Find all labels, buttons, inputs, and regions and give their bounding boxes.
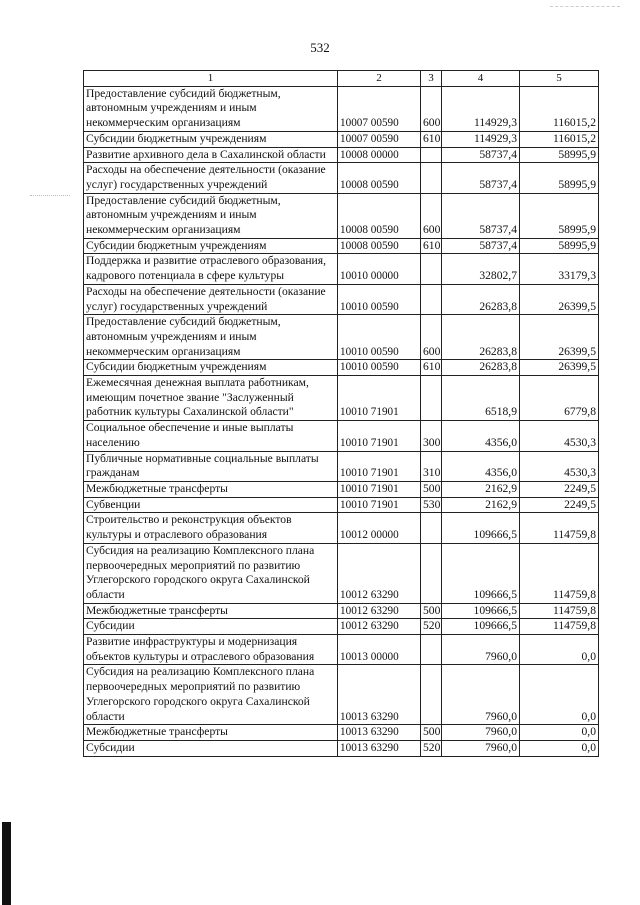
row-code-cell: 10008 00000 bbox=[338, 147, 421, 163]
row-expense-type-cell: 500 bbox=[421, 725, 442, 741]
table-row bbox=[84, 421, 599, 451]
row-code-cell: 10012 00000 bbox=[338, 513, 421, 543]
row-value-cell-5: 114759,8 bbox=[520, 513, 599, 543]
row-value-cell-5: 2249,5 bbox=[520, 497, 599, 513]
row-value-cell-5: 114759,8 bbox=[520, 619, 599, 635]
row-value-cell-4: 7960,0 bbox=[442, 635, 520, 665]
row-name-cell: Развитие инфраструктуры и модернизация объектов культуры и отраслевого образования bbox=[84, 635, 338, 665]
table-row bbox=[84, 315, 599, 360]
column-header: 4 bbox=[442, 71, 520, 87]
row-name-cell: Предоставление субсидий бюджетным, автономным учреждениям и иным некоммерческим организациям bbox=[84, 193, 338, 238]
table-row bbox=[84, 513, 599, 543]
row-expense-type-cell bbox=[421, 665, 442, 725]
row-name-cell: Субсидия на реализацию Комплексного плана первоочередных мероприятий по развитию Углегорского городского округа Сахалинской области bbox=[84, 665, 338, 725]
row-code-cell: 10010 71901 bbox=[338, 497, 421, 513]
scan-artifact-dots bbox=[30, 195, 70, 198]
row-name-cell: Поддержка и развитие отраслевого образования, кадрового потенциала в сфере культуры bbox=[84, 254, 338, 284]
row-expense-type-cell: 610 bbox=[421, 238, 442, 254]
row-expense-type-cell: 530 bbox=[421, 497, 442, 513]
row-code-cell: 10012 63290 bbox=[338, 543, 421, 603]
header-row bbox=[84, 71, 599, 87]
row-expense-type-cell bbox=[421, 163, 442, 193]
row-value-cell-4: 32802,7 bbox=[442, 254, 520, 284]
row-expense-type-cell: 300 bbox=[421, 421, 442, 451]
table-row bbox=[84, 665, 599, 725]
row-value-cell-4: 7960,0 bbox=[442, 665, 520, 725]
row-name-cell: Субсидии бюджетным учреждениям bbox=[84, 131, 338, 147]
row-value-cell-5: 116015,2 bbox=[520, 86, 599, 131]
row-name-cell: Строительство и реконструкция объектов культуры и отраслевого образования bbox=[84, 513, 338, 543]
row-code-cell: 10013 63290 bbox=[338, 740, 421, 756]
column-header: 3 bbox=[421, 71, 442, 87]
row-name-cell: Развитие архивного дела в Сахалинской области bbox=[84, 147, 338, 163]
table-row bbox=[84, 497, 599, 513]
row-name-cell: Субсидии бюджетным учреждениям bbox=[84, 360, 338, 376]
table-row bbox=[84, 725, 599, 741]
scan-edge-mark bbox=[2, 822, 11, 905]
row-code-cell: 10013 00000 bbox=[338, 635, 421, 665]
row-expense-type-cell bbox=[421, 543, 442, 603]
column-header: 2 bbox=[338, 71, 421, 87]
row-code-cell: 10010 71901 bbox=[338, 376, 421, 421]
row-value-cell-4: 109666,5 bbox=[442, 543, 520, 603]
row-expense-type-cell: 520 bbox=[421, 619, 442, 635]
row-value-cell-4: 58737,4 bbox=[442, 147, 520, 163]
scan-artifact-line bbox=[550, 6, 620, 8]
column-header: 1 bbox=[84, 71, 338, 87]
row-value-cell-5: 0,0 bbox=[520, 635, 599, 665]
row-expense-type-cell: 310 bbox=[421, 451, 442, 481]
table-row bbox=[84, 86, 599, 131]
row-value-cell-4: 7960,0 bbox=[442, 740, 520, 756]
row-code-cell: 10012 63290 bbox=[338, 603, 421, 619]
budget-table bbox=[83, 70, 599, 757]
row-value-cell-4: 109666,5 bbox=[442, 619, 520, 635]
row-value-cell-4: 114929,3 bbox=[442, 86, 520, 131]
table-row bbox=[84, 284, 599, 314]
row-expense-type-cell bbox=[421, 635, 442, 665]
table-row bbox=[84, 603, 599, 619]
table-row bbox=[84, 376, 599, 421]
row-expense-type-cell bbox=[421, 376, 442, 421]
row-code-cell: 10010 71901 bbox=[338, 451, 421, 481]
row-value-cell-5: 6779,8 bbox=[520, 376, 599, 421]
row-value-cell-5: 26399,5 bbox=[520, 360, 599, 376]
row-value-cell-4: 2162,9 bbox=[442, 481, 520, 497]
row-code-cell: 10007 00590 bbox=[338, 131, 421, 147]
row-expense-type-cell: 600 bbox=[421, 193, 442, 238]
row-value-cell-5: 58995,9 bbox=[520, 238, 599, 254]
table-row bbox=[84, 131, 599, 147]
row-value-cell-5: 33179,3 bbox=[520, 254, 599, 284]
row-value-cell-5: 58995,9 bbox=[520, 193, 599, 238]
row-code-cell: 10010 00000 bbox=[338, 254, 421, 284]
row-value-cell-5: 4530,3 bbox=[520, 421, 599, 451]
row-value-cell-5: 114759,8 bbox=[520, 603, 599, 619]
row-name-cell: Субсидии bbox=[84, 619, 338, 635]
row-value-cell-4: 109666,5 bbox=[442, 513, 520, 543]
row-value-cell-5: 26399,5 bbox=[520, 284, 599, 314]
row-value-cell-4: 26283,8 bbox=[442, 360, 520, 376]
row-code-cell: 10008 00590 bbox=[338, 193, 421, 238]
table-row bbox=[84, 193, 599, 238]
table-body bbox=[84, 86, 599, 756]
row-name-cell: Предоставление субсидий бюджетным, автономным учреждениям и иным некоммерческим организациям bbox=[84, 315, 338, 360]
row-expense-type-cell bbox=[421, 513, 442, 543]
row-value-cell-5: 114759,8 bbox=[520, 543, 599, 603]
row-expense-type-cell bbox=[421, 254, 442, 284]
row-name-cell: Социальное обеспечение и иные выплаты населению bbox=[84, 421, 338, 451]
row-value-cell-4: 109666,5 bbox=[442, 603, 520, 619]
table-row bbox=[84, 635, 599, 665]
row-code-cell: 10010 71901 bbox=[338, 481, 421, 497]
row-code-cell: 10013 63290 bbox=[338, 665, 421, 725]
row-value-cell-4: 58737,4 bbox=[442, 238, 520, 254]
row-name-cell: Ежемесячная денежная выплата работникам, имеющим почетное звание "Заслуженный работник культуры Сахалинской области" bbox=[84, 376, 338, 421]
row-value-cell-4: 26283,8 bbox=[442, 284, 520, 314]
table-row bbox=[84, 254, 599, 284]
row-code-cell: 10010 00590 bbox=[338, 360, 421, 376]
table-row bbox=[84, 740, 599, 756]
row-value-cell-4: 4356,0 bbox=[442, 421, 520, 451]
row-code-cell: 10010 00590 bbox=[338, 284, 421, 314]
column-header: 5 bbox=[520, 71, 599, 87]
row-expense-type-cell: 610 bbox=[421, 360, 442, 376]
row-name-cell: Субсидии бюджетным учреждениям bbox=[84, 238, 338, 254]
row-name-cell: Субсидии bbox=[84, 740, 338, 756]
row-value-cell-4: 114929,3 bbox=[442, 131, 520, 147]
row-code-cell: 10007 00590 bbox=[338, 86, 421, 131]
row-expense-type-cell bbox=[421, 284, 442, 314]
row-value-cell-5: 0,0 bbox=[520, 725, 599, 741]
row-value-cell-4: 58737,4 bbox=[442, 163, 520, 193]
row-name-cell: Межбюджетные трансферты bbox=[84, 725, 338, 741]
row-code-cell: 10008 00590 bbox=[338, 238, 421, 254]
row-code-cell: 10008 00590 bbox=[338, 163, 421, 193]
row-expense-type-cell: 600 bbox=[421, 86, 442, 131]
table-row bbox=[84, 147, 599, 163]
row-expense-type-cell: 500 bbox=[421, 481, 442, 497]
table-row bbox=[84, 451, 599, 481]
row-name-cell: Расходы на обеспечение деятельности (оказание услуг) государственных учреждений bbox=[84, 163, 338, 193]
row-code-cell: 10010 71901 bbox=[338, 421, 421, 451]
table-row bbox=[84, 481, 599, 497]
budget-table-container bbox=[83, 70, 599, 757]
row-name-cell: Расходы на обеспечение деятельности (оказание услуг) государственных учреждений bbox=[84, 284, 338, 314]
row-value-cell-4: 58737,4 bbox=[442, 193, 520, 238]
row-code-cell: 10010 00590 bbox=[338, 315, 421, 360]
table-row bbox=[84, 543, 599, 603]
row-value-cell-5: 0,0 bbox=[520, 665, 599, 725]
row-expense-type-cell: 600 bbox=[421, 315, 442, 360]
row-value-cell-4: 6518,9 bbox=[442, 376, 520, 421]
row-expense-type-cell bbox=[421, 147, 442, 163]
row-name-cell: Межбюджетные трансферты bbox=[84, 481, 338, 497]
row-name-cell: Публичные нормативные социальные выплаты гражданам bbox=[84, 451, 338, 481]
row-value-cell-4: 26283,8 bbox=[442, 315, 520, 360]
row-value-cell-5: 58995,9 bbox=[520, 163, 599, 193]
row-value-cell-5: 0,0 bbox=[520, 740, 599, 756]
row-value-cell-5: 116015,2 bbox=[520, 131, 599, 147]
row-expense-type-cell: 610 bbox=[421, 131, 442, 147]
row-value-cell-5: 26399,5 bbox=[520, 315, 599, 360]
row-code-cell: 10013 63290 bbox=[338, 725, 421, 741]
table-row bbox=[84, 619, 599, 635]
row-name-cell: Предоставление субсидий бюджетным, автономным учреждениям и иным некоммерческим организациям bbox=[84, 86, 338, 131]
table-row bbox=[84, 360, 599, 376]
row-expense-type-cell: 520 bbox=[421, 740, 442, 756]
table-row bbox=[84, 238, 599, 254]
row-value-cell-5: 2249,5 bbox=[520, 481, 599, 497]
row-name-cell: Субсидия на реализацию Комплексного плана первоочередных мероприятий по развитию Углегорского городского округа Сахалинской области bbox=[84, 543, 338, 603]
row-expense-type-cell: 500 bbox=[421, 603, 442, 619]
page-number: 532 bbox=[310, 40, 330, 55]
row-value-cell-4: 4356,0 bbox=[442, 451, 520, 481]
row-name-cell: Субвенции bbox=[84, 497, 338, 513]
row-value-cell-5: 58995,9 bbox=[520, 147, 599, 163]
table-row bbox=[84, 163, 599, 193]
row-name-cell: Межбюджетные трансферты bbox=[84, 603, 338, 619]
row-value-cell-4: 7960,0 bbox=[442, 725, 520, 741]
row-value-cell-5: 4530,3 bbox=[520, 451, 599, 481]
row-code-cell: 10012 63290 bbox=[338, 619, 421, 635]
row-value-cell-4: 2162,9 bbox=[442, 497, 520, 513]
